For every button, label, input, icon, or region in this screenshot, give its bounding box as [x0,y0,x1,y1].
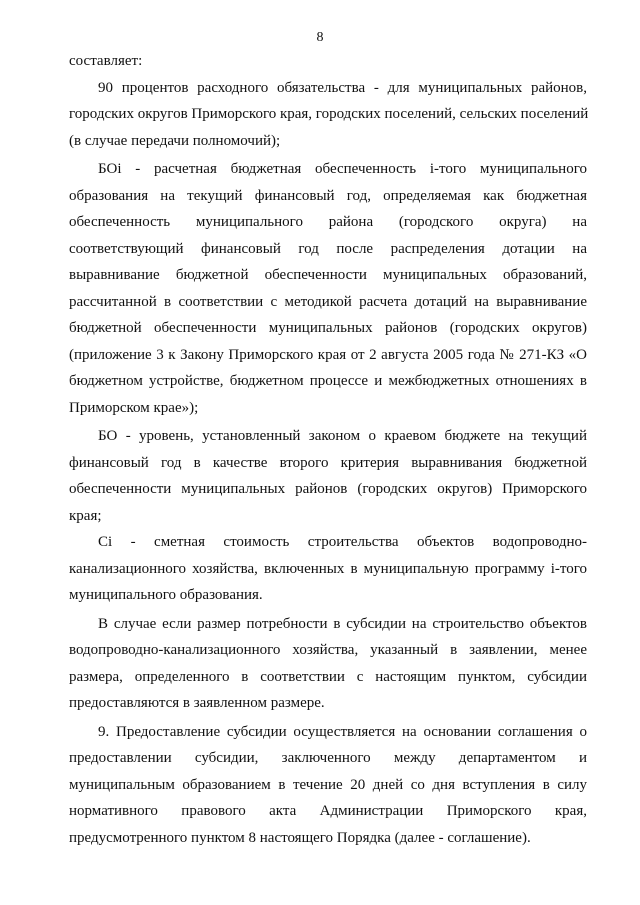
text-line: городских округов Приморского края, городских поселений, сельских поселений [69,106,589,122]
text-line: финансовый год в качестве второго критерия выравнивания бюджетной [69,454,587,471]
text-line: 90 процентов расходного обязательства - для муниципальных районов, [98,79,587,96]
text-line: 9. Предоставление субсидии осуществляется на основании соглашения о [98,723,587,740]
text-line: (приложение 3 к Закону Приморского края от 2 августа 2005 года № 271-КЗ «О [69,346,587,363]
text-line: составляет: [69,53,143,69]
text-line: размера, определенного в соответствии с настоящим пунктом, субсидии [69,668,587,685]
text-line: нормативного правового акта Администрации Приморского края, [69,803,587,819]
text-line: рассчитанной в соответствии с методикой расчета дотаций на выравнивание [69,293,587,310]
text-line: Приморском крае»); [69,399,199,416]
text-line: предусмотренного пунктом 8 настоящего Порядка (далее - соглашение). [69,829,531,846]
text-line: муниципальным образованием в течение 20 дней со дня вступления в силу [69,776,587,793]
text-line: муниципального образования. [69,587,263,603]
text-line: бюджетной обеспеченности муниципальных районов (городских округов) [69,320,587,336]
text-line: БОi - расчетная бюджетная обеспеченность i-того муниципального [98,161,587,177]
document-body [69,48,587,851]
text-line: края; [69,507,102,524]
text-line: канализационного хозяйства, включенных в муниципальную программу i-того [69,560,587,577]
page-number: 8 [316,30,324,45]
text-line: обеспеченности муниципальных районов (городских округов) Приморского [69,481,587,497]
text-line: предоставлении субсидии, заключенного между департаментом и [69,750,587,766]
text-line: Ci - сметная стоимость строительства объектов водопроводно- [98,534,587,550]
text-line: (в случае передачи полномочий); [69,132,281,149]
text-line: обеспеченность муниципального района (городского округа) на [69,214,587,230]
text-line: образования на текущий финансовый год, определяемая как бюджетная [69,187,587,204]
text-line: В случае если размер потребности в субсидии на строительство объектов [98,615,587,632]
text-line: предоставляются в заявленном размере. [69,695,325,711]
text-line: выравнивание бюджетной обеспеченности муниципальных образований, [69,267,587,283]
text-line: бюджетном устройстве, бюджетном процессе и межбюджетных отношениях в [69,373,587,389]
text-line: водопроводно-канализационного хозяйства, указанный в заявлении, менее [69,642,587,658]
text-line: БО - уровень, установленный законом о краевом бюджете на текущий [98,428,587,444]
text-line: соответствующий финансовый год после распределения дотации на [69,240,587,257]
